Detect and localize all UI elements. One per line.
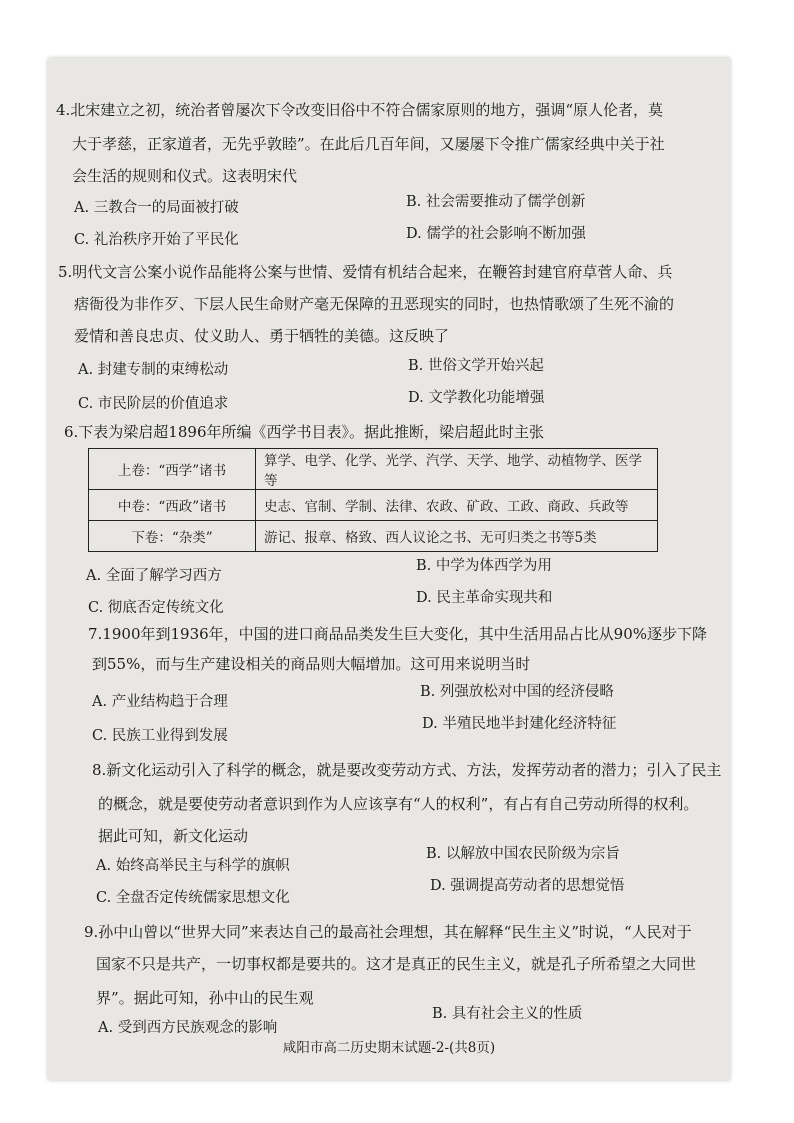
q5-stem-line-2: 痞衙役为非作歹、下层人民生命财产毫无保障的丑恶现实的同时，也热情歌颂了生死不渝的: [74, 295, 675, 313]
q4-stem-line-2: 大于孝慈，正家道者，无先乎敦睦”。在此后几百年间，又屡屡下令推广儒家经典中关于社: [72, 135, 665, 153]
q4-stem-line-3: 会生活的规则和仪式。这表明宋代: [72, 167, 298, 185]
q6-stem-line-1: 6.下表为梁启超1896年所编《西学书目表》。据此推断，梁启超此时主张: [64, 423, 544, 441]
q7-option-c: C. 民族工业得到发展: [92, 728, 228, 744]
q7-stem-line-1: 7.1900年到1936年，中国的进口商品品类发生巨大变化，其中生活用品占比从90%逐步下降: [88, 625, 708, 643]
table-cell-contents: 游记、报章、格致、西人议论之书、无可归类之书等5类: [256, 521, 658, 552]
q9-option-a: A. 受到西方民族观念的影响: [98, 1020, 278, 1036]
q7-option-a: A. 产业结构趋于合理: [92, 694, 228, 710]
q4-option-a: A. 三教合一的局面被打破: [74, 200, 239, 216]
q9-stem-line-3: 界”。据此可知，孙中山的民生观: [96, 989, 314, 1007]
q8-stem-line-3: 据此可知，新文化运动: [98, 827, 249, 845]
q6-option-b: B. 中学为体西学为用: [416, 558, 552, 574]
q5-option-a: A. 封建专制的束缚松动: [78, 362, 229, 378]
q8-option-d: D. 强调提高劳动者的思想觉悟: [430, 878, 625, 894]
q4-option-b: B. 社会需要推动了儒学创新: [406, 194, 586, 210]
q5-option-b: B. 世俗文学开始兴起: [408, 358, 544, 374]
q5-stem-line-1: 5.明代文言公案小说作品能将公案与世情、爱情有机结合起来，在鞭笞封建官府草菅人命、兵: [58, 263, 673, 281]
book-catalog-table: [88, 448, 658, 552]
q9-option-b: B. 具有社会主义的性质: [432, 1006, 583, 1022]
q5-stem-line-3: 爱情和善良忠贞、仗义助人、勇于牺牲的美德。这反映了: [74, 327, 450, 345]
q8-stem-line-1: 8.新文化运动引入了科学的概念，就是要改变劳动方式、方法，发挥劳动者的潜力；引入了民主: [92, 761, 722, 779]
q6-option-d: D. 民主革命实现共和: [416, 590, 553, 606]
q8-option-a: A. 始终高举民主与科学的旗帜: [96, 858, 290, 874]
q4-option-c: C. 礼治秩序开始了平民化: [74, 232, 239, 248]
q7-stem-line-2: 到55%，而与生产建设相关的商品则大幅增加。这可用来说明当时: [92, 655, 531, 673]
page-footer: 咸阳市高二历史期末试题-2-(共8页): [282, 1040, 496, 1056]
q4-stem-line-1: 4.北宋建立之初，统治者曾屡次下令改变旧俗中不符合儒家原则的地方，强调“原人伦者，莫: [56, 101, 663, 119]
table-cell-contents: 史志、官制、学制、法律、农政、矿政、工政、商政、兵政等: [256, 490, 658, 521]
table-cell-volume: 下卷：“杂类”: [89, 521, 256, 552]
table-cell-contents: 算学、电学、化学、光学、汽学、天学、地学、动植物学、医学等: [256, 449, 658, 490]
q9-stem-line-2: 国家不只是共产，一切事权都是要共的。这才是真正的民生主义，就是孔子所希望之大同世: [96, 955, 697, 973]
q9-stem-line-1: 9.孙中山曾以“世界大同”来表达自己的最高社会理想，其在解释“民生主义”时说，“人民对于: [84, 923, 692, 941]
q8-option-b: B. 以解放中国农民阶级为宗旨: [426, 846, 620, 862]
q6-option-a: A. 全面了解学习西方: [86, 568, 222, 584]
table-row: [89, 449, 658, 490]
q7-option-d: D. 半殖民地半封建化经济特征: [422, 716, 617, 732]
q5-option-c: C. 市民阶层的价值追求: [78, 396, 229, 412]
table-row: [89, 521, 658, 552]
q4-option-d: D. 儒学的社会影响不断加强: [406, 226, 586, 242]
q5-option-d: D. 文学教化功能增强: [408, 390, 545, 406]
q7-option-b: B. 列强放松对中国的经济侵略: [420, 684, 614, 700]
table-cell-volume: 上卷：“西学”诸书: [89, 449, 256, 490]
q8-stem-line-2: 的概念，就是要使劳动者意识到作为人应该享有“人的权利”，有占有自己劳动所得的权利。: [98, 795, 699, 813]
exam-page-photo: [48, 58, 730, 1080]
q8-option-c: C. 全盘否定传统儒家思想文化: [96, 890, 290, 906]
table-row: [89, 490, 658, 521]
table-cell-volume: 中卷：“西政”诸书: [89, 490, 256, 521]
q6-option-c: C. 彻底否定传统文化: [88, 600, 224, 616]
